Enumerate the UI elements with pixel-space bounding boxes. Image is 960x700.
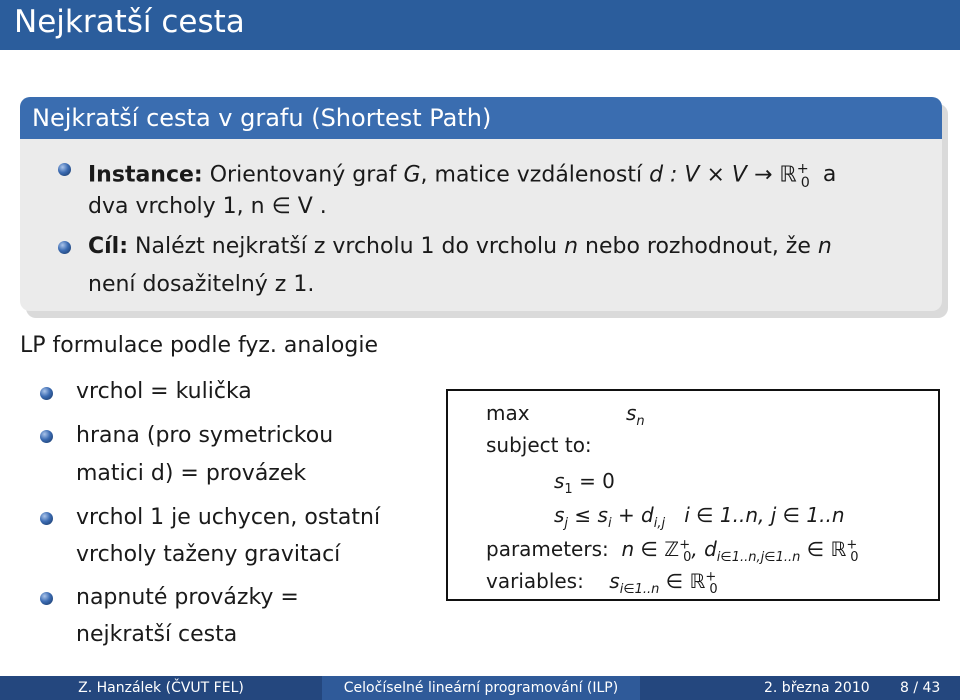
analogy-item-3-line2: vrcholy taženy gravitací — [76, 542, 341, 567]
lp-objective-sub: n — [636, 414, 645, 429]
params-n-sup: + — [679, 537, 691, 553]
c2-leq: ≤ — [574, 503, 592, 527]
analogy-item-4-line2: nejkratší cesta — [76, 622, 238, 647]
vars-R-sup: + — [705, 569, 717, 585]
lp-section-title: LP formulace podle fyz. analogie — [20, 333, 379, 358]
slide-title: Nejkratší cesta — [14, 4, 245, 40]
c1-rest: = 0 — [579, 469, 615, 493]
lp-constraint-2 — [554, 503, 845, 531]
c1-sub: 1 — [564, 482, 573, 497]
goal-line-1 — [88, 228, 938, 266]
lp-model-box — [446, 389, 940, 601]
analogy-item-3-line1: vrchol 1 je uchycen, ostatní — [76, 505, 381, 530]
analogy-item-2-line1: hrana (pro symetrickou — [76, 423, 334, 448]
instance-tail: a — [822, 162, 837, 188]
params-d-sub: i∈1..n,j∈1..n — [716, 550, 801, 565]
c2-sub-a: j — [564, 516, 569, 531]
vars-R-sub: 0 — [709, 582, 718, 597]
footer-page: 8 / 43 — [900, 680, 941, 696]
variables-label: variables: — [486, 569, 584, 593]
slide-footer — [0, 676, 960, 700]
goal-line-2: není dosažitelný z 1. — [88, 272, 315, 297]
bullet-icon — [40, 387, 53, 400]
slide-title-bar — [0, 0, 960, 50]
instance-math: d : V × V → ℝ — [649, 162, 797, 188]
c2-var-b: s — [597, 503, 608, 527]
vars-s: s — [609, 569, 620, 593]
c2-sub-b: i — [607, 516, 612, 531]
goal-text-2: nebo rozhodnout, že — [585, 234, 811, 259]
footer-right — [640, 676, 960, 700]
params-n-sub: 0 — [683, 550, 692, 565]
instance-graph-symbol: G — [403, 162, 421, 188]
lp-subject-to: subject to: — [486, 433, 592, 457]
footer-course: Celočíselné lineární programování (ILP) — [322, 676, 640, 700]
bullet-icon — [58, 163, 71, 176]
lp-objective — [626, 401, 645, 429]
bullet-icon — [40, 512, 53, 525]
c2-plus: + d — [617, 503, 654, 527]
lp-objective-var: s — [626, 401, 637, 425]
instance-math-sub: 0 — [800, 174, 810, 191]
lp-constraint-1 — [554, 469, 615, 497]
footer-author: Z. Hanzálek (ČVUT FEL) — [0, 676, 322, 700]
bullet-icon — [58, 241, 71, 254]
c1-var: s — [554, 469, 565, 493]
lp-parameters — [486, 537, 859, 565]
vars-R: ∈ ℝ — [665, 569, 706, 593]
goal-text: Nalézt nejkratší z vrcholu 1 do vrcholu — [135, 234, 558, 259]
lp-max: max — [486, 401, 530, 425]
bullet-icon — [40, 592, 53, 605]
instance-text-2: , matice vzdáleností — [420, 162, 643, 188]
goal-label: Cíl: — [88, 234, 129, 259]
instance-line-2: dva vrcholy 1, n ∈ V . — [88, 194, 327, 219]
bullet-icon — [40, 430, 53, 443]
c2-range: i ∈ 1..n, j ∈ 1..n — [684, 503, 845, 527]
instance-text: Orientovaný graf — [209, 162, 397, 188]
params-d: , d — [691, 537, 717, 561]
params-R: ∈ ℝ — [806, 537, 847, 561]
instance-math-sup: + — [796, 161, 809, 177]
goal-n: n — [564, 234, 579, 259]
analogy-item-4-line1: napnuté provázky = — [76, 585, 299, 610]
footer-date: 2. března 2010 — [764, 680, 870, 696]
params-n: n ∈ ℤ — [621, 537, 680, 561]
params-R-sub: 0 — [850, 550, 859, 565]
goal-n-2: n — [817, 234, 832, 259]
lp-variables — [486, 569, 718, 597]
block-header: Nejkratší cesta v grafu (Shortest Path) — [20, 97, 942, 139]
analogy-item-1: vrchol = kulička — [76, 379, 252, 404]
vars-s-sub: i∈1..n — [619, 582, 660, 597]
analogy-item-2-line2: matici d) = provázek — [76, 461, 307, 486]
params-R-sup: + — [846, 537, 858, 553]
parameters-label: parameters: — [486, 537, 609, 561]
instance-label: Instance: — [88, 162, 203, 188]
c2-var-a: s — [554, 503, 565, 527]
c2-sub-d: i,j — [653, 516, 666, 531]
